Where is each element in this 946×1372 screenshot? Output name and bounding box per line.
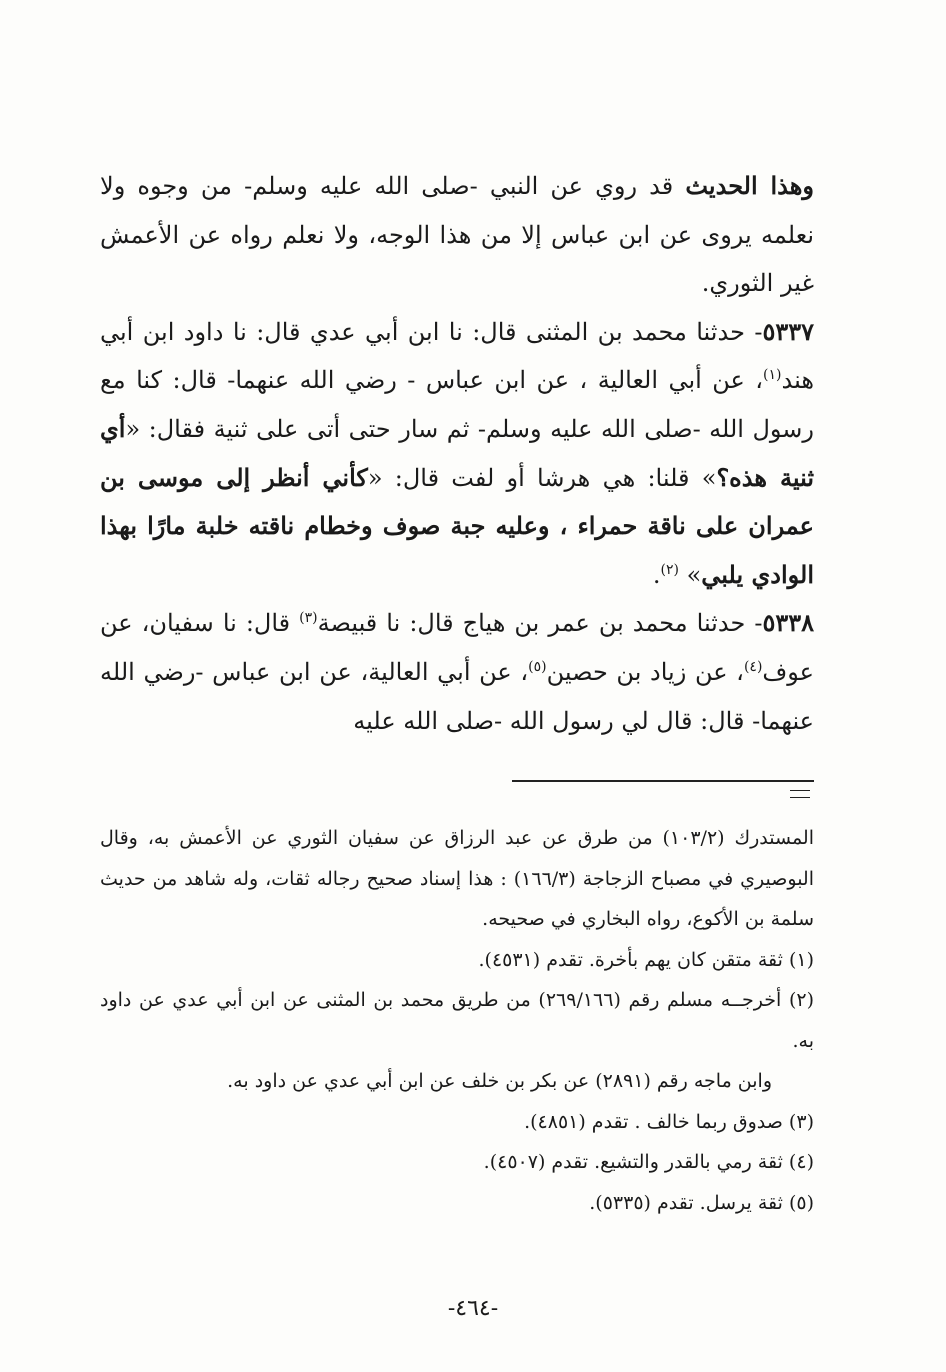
footnote-2-continuation: وابن ماجه رقم (٢٨٩١) عن بكر بن خلف عن ابن أبي عدي عن داود به. <box>227 1070 772 1092</box>
bold-phrase: كأني أنظر إلى موسى بن عمران على ناقة حمراء ، وعليه جبة صوف وخطام ناقته خلبة مارًا بهذا الوادي يلبي <box>100 462 814 589</box>
bold-phrase: وهذا الحديث <box>685 171 814 200</box>
footnote-5: (٥) ثقة يرسل. تقدم (٥٣٣٥). <box>589 1191 814 1214</box>
footnote-ref: (٥) <box>528 658 547 675</box>
hadith-number: ٥٣٣٧ <box>762 316 814 346</box>
hadith-5337 <box>100 308 814 600</box>
bold-phrase: أي ثنية هذه؟ <box>100 413 814 492</box>
footnote-2: (٢) أخرجــه مسلم رقم (٢٦٩/١٦٦) من طريق محمد بن المثنى عن ابن أبي عدي عن داود به. <box>100 989 814 1052</box>
footnote-1: (١) ثقة متقن كان يهم بأخرة. تقدم (٤٥٣١). <box>478 948 814 971</box>
text-run: » قلنا: هي هرشا أو لفت قال: « <box>367 463 717 492</box>
footnote-ref: (١) <box>763 367 782 384</box>
footnote-4: (٤) ثقة رمي بالقدر والتشيع. تقدم (٤٥٠٧). <box>483 1151 814 1173</box>
footnote-ref: (٢) <box>660 561 679 578</box>
text-run: ، عن أبي العالية ، عن ابن عباس - رضي الله عنهما- قال: كنا مع رسول الله -صلى الله عليه وسلم- ثم سار حتى أتى على ثنية فقال: « <box>100 366 814 443</box>
footnote-ref: (٤) <box>743 658 763 675</box>
text-run: ، عن أبي العالية، عن ابن عباس -رضي الله عنهما- قال: قال لي رسول الله -صلى الله عليه <box>100 657 814 735</box>
footnotes <box>100 818 814 1223</box>
hadith-5338 <box>100 599 814 745</box>
footnote-continuation: المستدرك (١٠٣/٢) من طرق عن عبد الرزاق عن سفيان الثوري عن الأعمش به، وقال البوصيري في مصباح الزجاجة (١٦٦/٣) : هذا إسناد صحيح رجاله ثقات، وله شاهد من حديث سلمة بن الأكوع، رواه البخاري في صحيحه. <box>100 827 814 930</box>
text-run: قال: نا سفيان، عن عوف <box>100 609 815 686</box>
footnote-3: (٣) صدوق ربما خالف . تقدم (٤٨٥١). <box>524 1110 814 1133</box>
text-run: ، عن زياد بن حصين <box>546 657 744 686</box>
text-run: - حدثنا محمد بن المثنى قال: نا ابن أبي عدي قال: نا داود ابن أبي هند <box>100 317 814 395</box>
footnote-ref: (٣) <box>299 610 318 627</box>
text-run: - حدثنا محمد بن عمر بن هياج قال: نا قبيصة <box>317 609 763 638</box>
continuation-mark <box>790 790 810 798</box>
paragraph-intro <box>100 162 814 308</box>
text-run: . <box>652 560 661 589</box>
text-run: قد روي عن النبي -صلى الله عليه وسلم- من وجوه ولا نعلمه يروى عن ابن عباس إلا من هذا الوجه، ولا نعلم رواه عن الأعمش غير الثوري. <box>100 172 814 298</box>
page-number: -٤٦٤- <box>447 1296 499 1321</box>
hadith-number: ٥٣٣٨ <box>762 608 814 638</box>
footnote-separator <box>512 780 814 782</box>
main-text <box>100 162 814 745</box>
text-run: » <box>678 560 702 589</box>
